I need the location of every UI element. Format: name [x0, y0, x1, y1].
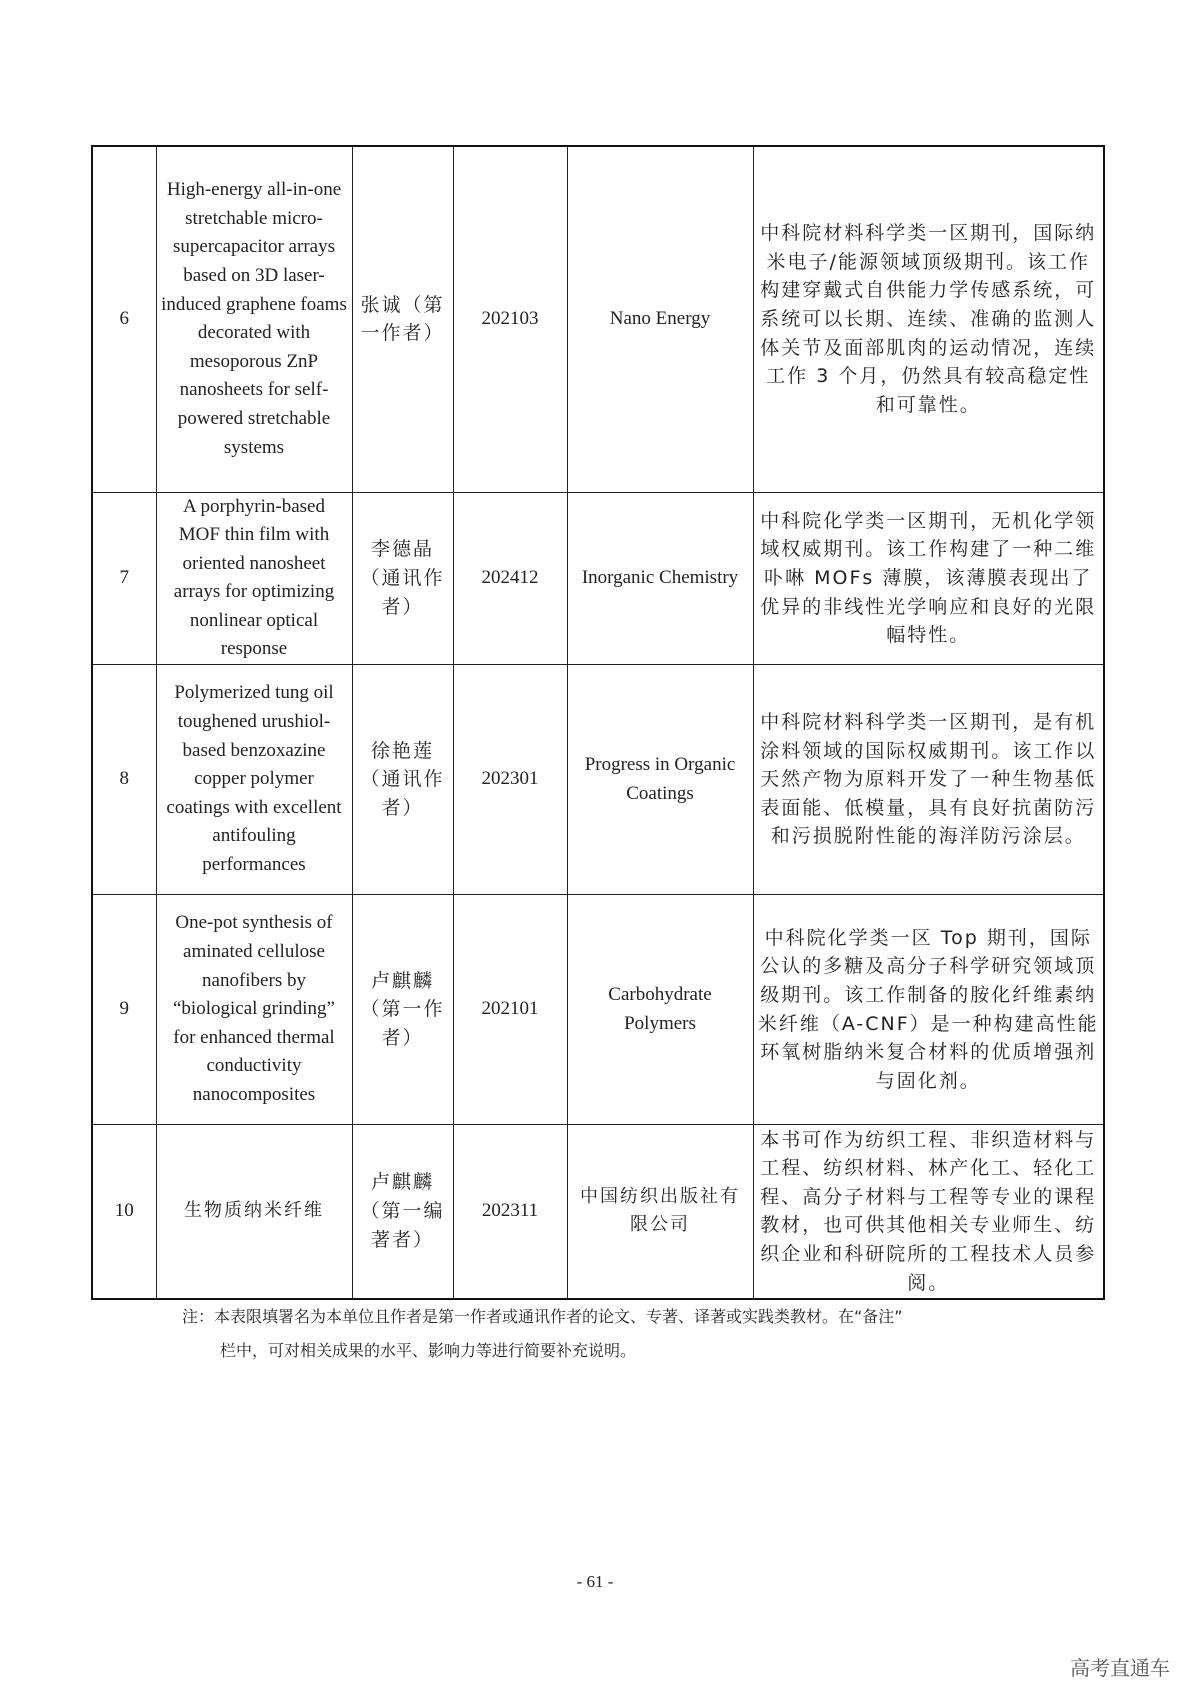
author-cell: 卢麒麟（第一编著者） — [352, 1125, 453, 1299]
publish-date: 202412 — [453, 492, 567, 665]
table-row — [92, 895, 1104, 1125]
remark-cell: 中科院化学类一区期刊，无机化学领域权威期刊。该工作构建了一种二维卟啉 MOFs 薄膜，该薄膜表现出了优异的非线性光学响应和良好的光限幅特性。 — [753, 492, 1104, 665]
publish-date: 202311 — [453, 1125, 567, 1299]
remark-cell: 中科院材料科学类一区期刊，是有机涂料领域的国际权威期刊。该工作以天然产物为原料开发了一种生物基低表面能、低模量，具有良好抗菌防污和污损脱附性能的海洋防污涂层。 — [753, 665, 1104, 895]
journal-name: Progress in Organic Coatings — [567, 665, 753, 895]
remark-cell: 中科院化学类一区 Top 期刊，国际公认的多糖及高分子科学研究领域顶级期刊。该工作制备的胺化纤维素纳米纤维（A-CNF）是一种构建高性能环氧树脂纳米复合材料的优质增强剂与固化剂。 — [753, 895, 1104, 1125]
publish-date: 202103 — [453, 146, 567, 492]
row-number: 8 — [92, 665, 156, 895]
table-row — [92, 1125, 1104, 1299]
journal-name: Inorganic Chemistry — [567, 492, 753, 665]
publish-date: 202301 — [453, 665, 567, 895]
remark-cell: 中科院材料科学类一区期刊，国际纳米电子/能源领域顶级期刊。该工作构建穿戴式自供能力学传感系统，可系统可以长期、连续、准确的监测人体关节及面部肌肉的运动情况，连续工作 3 个月，仍然具有较高稳定性和可靠性。 — [753, 146, 1104, 492]
row-number: 6 — [92, 146, 156, 492]
paper-title: A porphyrin-based MOF thin film with oriented nanosheet arrays for optimizing nonlinear optical response — [156, 492, 352, 665]
page-number: - 61 - — [576, 1572, 614, 1591]
author-cell: 李德晶（通讯作者） — [352, 492, 453, 665]
publish-date: 202101 — [453, 895, 567, 1125]
footnote-line-2: 栏中，可对相关成果的水平、影响力等进行简要补充说明。 — [220, 1341, 637, 1360]
publisher-name: 中国纺织出版社有限公司 — [567, 1125, 753, 1299]
table-row — [92, 492, 1104, 665]
paper-title: Polymerized tung oil toughened urushiol-based benzoxazine copper polymer coatings with excellent antifouling performances — [156, 665, 352, 895]
watermark-text: 高考直通车 — [1070, 1656, 1170, 1680]
row-number: 9 — [92, 895, 156, 1125]
book-title: 生物质纳米纤维 — [156, 1125, 352, 1299]
footnote-line-1: 注：本表限填署名为本单位且作者是第一作者或通讯作者的论文、专著、译著或实践类教材。在“备注” — [182, 1307, 903, 1326]
row-number: 7 — [92, 492, 156, 665]
author-cell: 张诚（第一作者） — [352, 146, 453, 492]
author-cell: 徐艳莲（通讯作者） — [352, 665, 453, 895]
paper-title: One-pot synthesis of aminated cellulose nanofibers by “biological grinding” for enhanced thermal conductivity nanocomposites — [156, 895, 352, 1125]
journal-name: Carbohydrate Polymers — [567, 895, 753, 1125]
row-number: 10 — [92, 1125, 156, 1299]
paper-title: High-energy all-in-one stretchable micro-supercapacitor arrays based on 3D laser-induced graphene foams decorated with mesoporous ZnP nanosheets for self-powered stretchable systems — [156, 146, 352, 492]
remark-cell: 本书可作为纺织工程、非织造材料与工程、纺织材料、林产化工、轻化工程、高分子材料与工程等专业的课程教材，也可供其他相关专业师生、纺织企业和科研院所的工程技术人员参阅。 — [753, 1125, 1104, 1299]
table-row — [92, 146, 1104, 492]
table-footnote — [182, 1300, 1042, 1368]
author-cell: 卢麒麟（第一作者） — [352, 895, 453, 1125]
journal-name: Nano Energy — [567, 146, 753, 492]
achievements-table — [91, 145, 1105, 1300]
table-row — [92, 665, 1104, 895]
